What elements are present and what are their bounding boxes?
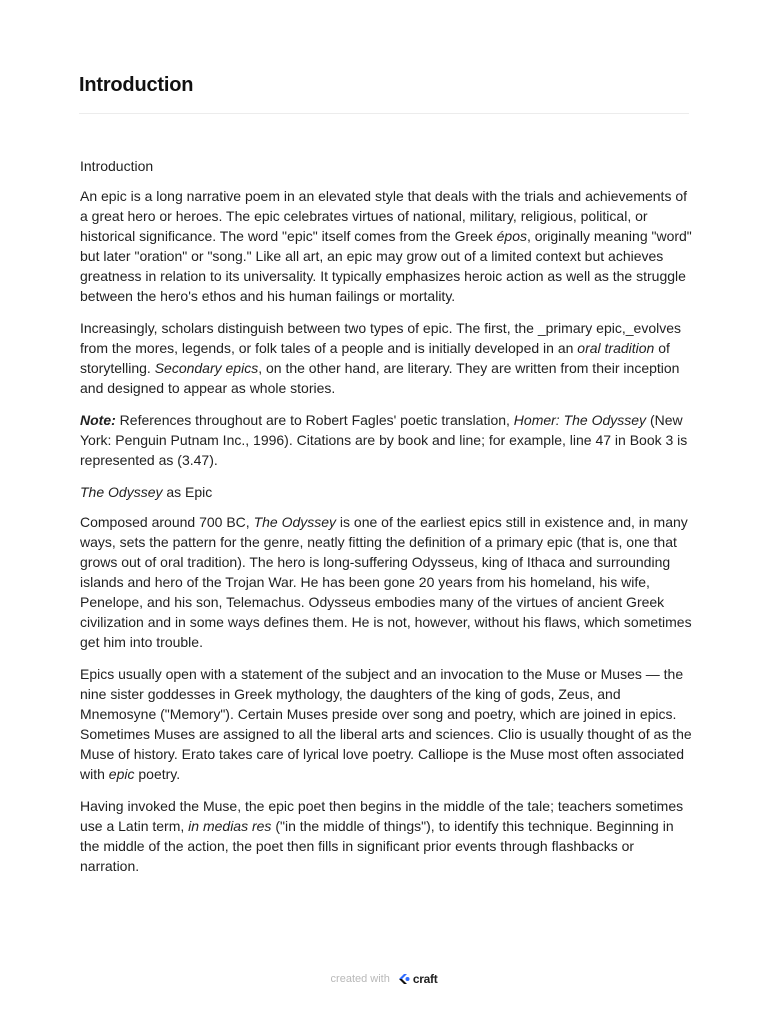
- craft-logo-icon: [397, 972, 438, 986]
- note-label: Note:: [80, 412, 116, 428]
- craft-brand-label: craft: [412, 972, 438, 986]
- paragraph-muses: Epics usually open with a statement of the subject and an invocation to the Muse or Muses — the nine sister goddesses in Greek mythology, the daughters of the king of gods, Zeus, and Mnemosyne ("Memory"). Certain Muses preside over song and poetry, which are joined in epics. Sometimes Muses are assigned to all the liberal arts and sciences. Clio is usually thought of as the Muse of history. Erato takes care of lyrical love poetry. Calliope is the Muse most often associated with epic poetry.: [80, 666, 692, 782]
- section-heading-odyssey-as-epic: The Odyssey as Epic: [80, 484, 213, 500]
- title-divider: [79, 113, 689, 114]
- paragraph-epic-types: Increasingly, scholars distinguish between two types of epic. The first, the _primary epic,_evolves from the mores, legends, or folk tales of a people and is initially developed in an oral tradition of storytelling. Secondary epics, on the other hand, are literary. They are written from their inception and designed to appear as whole stories.: [80, 320, 681, 396]
- paragraph-in-medias-res: Having invoked the Muse, the epic poet then begins in the middle of the tale; teachers sometimes use a Latin term, in medias res ("in the middle of things"), to identify this technique. Beginning in the middle of the action, the poet then fills in significant prior events through flashbacks or narration.: [80, 798, 684, 874]
- footer-created-with[interactable]: [0, 972, 768, 986]
- footer-created-with-text: created with: [330, 972, 390, 985]
- paragraph-note: Note: References throughout are to Robert Fagles' poetic translation, Homer: The Odyssey (New York: Penguin Putnam Inc., 1996). Citations are by book and line; for example, line 47 in Book 3 is represented as (3.47).: [80, 412, 688, 468]
- document-body: [80, 156, 692, 888]
- paragraph-epic-definition: An epic is a long narrative poem in an elevated style that deals with the trials and achievements of a great hero or heroes. The epic celebrates virtues of national, military, religious, political, or historical significance. The word "epic" itself comes from the Greek épos, originally meaning "word" but later "oration" or "song." Like all art, an epic may grow out of a limited context but achieves greatness in relation to its universality. It typically emphasizes heroic action as well as the struggle between the hero's ethos and his human failings or mortality.: [80, 188, 692, 304]
- paragraph-odyssey-composition: Composed around 700 BC, The Odyssey is one of the earliest epics still in existence and, in many ways, sets the pattern for the genre, neatly fitting the definition of a primary epic (that is, one that grows out of oral tradition). The hero is long-suffering Odysseus, king of Ithaca and surrounding islands and hero of the Trojan War. He has been gone 20 years from his homeland, his wife, Penelope, and his son, Telemachus. Odysseus embodies many of the virtues of ancient Greek civilization and in some ways defines them. He is not, however, without his flaws, which sometimes get him into trouble.: [80, 514, 692, 650]
- section-heading-introduction: Introduction: [80, 158, 154, 174]
- page-title: Introduction: [79, 74, 194, 96]
